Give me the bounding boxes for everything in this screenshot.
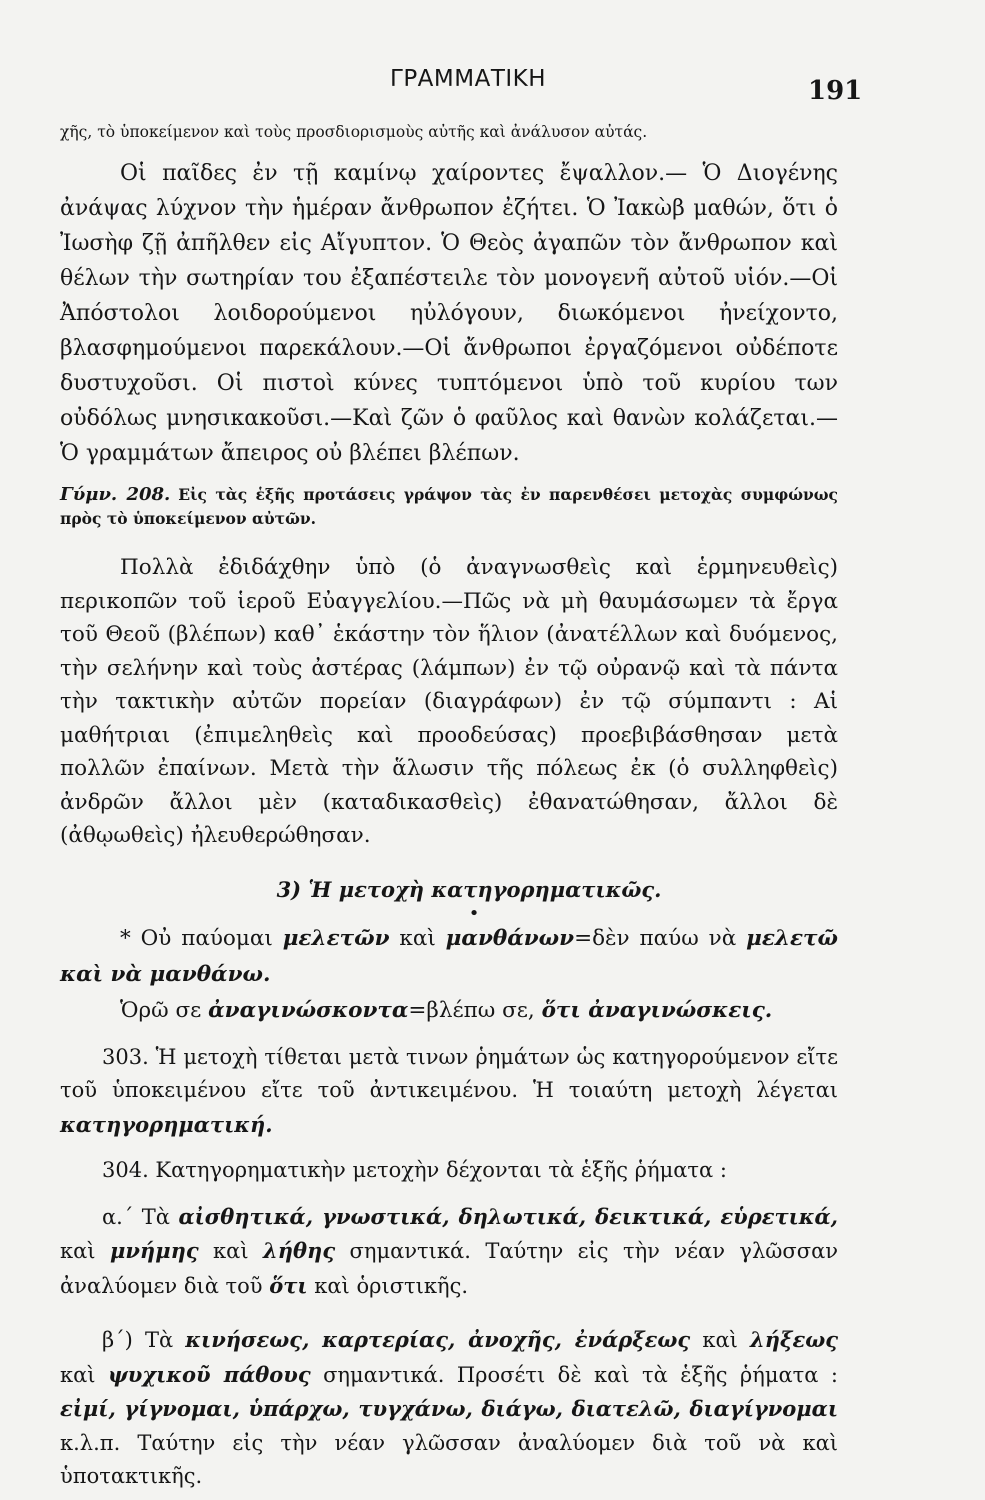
- paragraph-304: 304. Κατηγορηματικὴν μετοχὴν δέχονται τὰ ἑξῆς ῥήματα :: [102, 1158, 727, 1182]
- example-1-part-d: μανθάνων: [445, 925, 575, 951]
- item-a-rest: σημαντικά. Ταύτην εἰς τὴν νέαν γλῶσσαν ἀναλύομεν διὰ τοῦ: [60, 1239, 839, 1298]
- item-b-lead: β΄) Τὰ: [102, 1328, 186, 1352]
- example-2-part-b: ἀναγινώσκοντα: [208, 997, 409, 1023]
- item-b-rest: σημαντικά. Προσέτι δὲ καὶ τὰ ἑξῆς ῥήματα :: [310, 1362, 838, 1387]
- exercise-208-text: Πολλὰ ἐδιδάχθην ὑπὸ (ὁ ἀναγνωσθεὶς καὶ ἑρμηνευθεὶς) περικοπῶν τοῦ ἱεροῦ Εὐαγγελίου.—Πῶς νὰ μὴ θαυμάσωμεν τὰ ἔργα τοῦ Θεοῦ (βλέπων) καθ᾽ ἑκάστην τὸν ἥλιον (ἀνατέλλων καὶ δυόμενος, τὴν σελήνην καὶ τοὺς ἀστέρας (λάμπων) ἐν τῷ οὐρανῷ καὶ τὰ πάντα τὴν τακτικὴν αὐτῶν πορείαν (διαγράφων) ἐν τῷ σύμπαντι : Αἱ μαθήτριαι (ἐπιμεληθεὶς καὶ προοδεύσας) προεβιβάσθησαν μετὰ πολλῶν ἐπαίνων. Μετὰ τὴν ἅλωσιν τῆς πόλεως ἐκ (ὁ συλληφθεὶς) ἀνδρῶν ἄλλοι μὲν (καταδικασθεὶς) ἐθανατώθησαν, ἄλλοι δὲ (ἀθῳωθεὶς) ἠλευθερώθησαν.: [60, 555, 838, 848]
- item-b-verbs: εἰμί, γίγνομαι, ὑπάρχω, τυγχάνω, διάγω, διατελῶ, διαγίγνομαι: [60, 1396, 838, 1421]
- item-b-etc: κ.λ.π.: [60, 1430, 121, 1455]
- item-a-mid1: καὶ: [60, 1239, 110, 1263]
- item-b: [60, 1323, 838, 1494]
- exercise-207-instruction: χῆς, τὸ ὑποκείμενον καὶ τοὺς προσδιορισμοὺς αὐτῆς καὶ ἀνάλυσον αὐτάς.: [60, 123, 648, 141]
- example-2-part-c: =βλέπω σε,: [408, 997, 542, 1023]
- item-a-terms: αἰσθητικά, γνωστικά, δηλωτικά, δεικτικά, εὑρετικά,: [178, 1203, 838, 1229]
- exercise-208-label: Γύμν. 208.: [60, 484, 171, 505]
- page-body: [60, 120, 838, 1494]
- item-b-end: Ταύτην εἰς τὴν νέαν γλῶσσαν ἀναλύομεν διὰ τοῦ νὰ καὶ ὑποτακτικῆς.: [60, 1430, 838, 1488]
- example-1-part-f: μελετῶ καὶ νὰ μανθάνω.: [60, 925, 838, 987]
- paragraph-303: [60, 1041, 838, 1143]
- item-a-memory: μνήμης: [109, 1238, 199, 1263]
- example-2-part-d: ὅτι ἀναγινώσκεις.: [541, 997, 773, 1023]
- exercise-207-text: Οἱ παῖδες ἐν τῇ καμίνῳ χαίροντες ἔψαλλον.— Ὁ Διογένης ἀνάψας λύχνον τὴν ἡμέραν ἄνθρωπον ἐζήτει. Ὁ Ἰακὼβ μαθών, ὅτι ὁ Ἰωσὴφ ζῇ ἀπῆλθεν εἰς Αἴγυπτον. Ὁ Θεὸς ἀγαπῶν τὸν ἄνθρωπον καὶ θέλων τὴν σωτηρίαν του ἐξαπέστειλε τὸν μονογενῆ αὐτοῦ υἱόν.—Οἱ Ἀπόστολοι λοιδορούμενοι ηὐλόγουν, διωκόμενοι ἠνείχοντο, βλασφημούμενοι παρεκάλουν.—Οἱ ἄνθρωποι ἐργαζόμενοι οὐδέποτε δυστυχοῦσι. Οἱ πιστοὶ κύνες τυπτόμενοι ὑπὸ τοῦ κυρίου των οὐδόλως μνησικακοῦσι.—Καὶ ζῶν ὁ φαῦλος καὶ θανὼν κολάζεται.—Ὁ γραμμάτων ἄπειρος οὐ βλέπει βλέπων.: [60, 161, 838, 466]
- paragraph-303-term: κατηγορηματική.: [60, 1111, 273, 1137]
- item-b-terms: κινήσεως, καρτερίας, ἀνοχῆς, ἐνάρξεως: [185, 1327, 691, 1352]
- item-b-emotion: ψυχικοῦ πάθους: [108, 1361, 311, 1387]
- page-number: 191: [808, 76, 863, 106]
- example-2: [60, 993, 838, 1029]
- page-header: [0, 66, 985, 106]
- running-title: ΓΡΑΜΜΑΤΙΚΗ: [390, 66, 547, 92]
- example-1-part-b: μελετῶν: [282, 925, 390, 951]
- exercise-208-instruction: Εἰς τὰς ἑξῆς προτάσεις γράψον τὰς ἐν παρενθέσει μετοχὰς συμφώνως πρὸς τὸ ὑποκείμενον αὐτῶν.: [60, 485, 838, 528]
- item-a-mid2: καὶ: [198, 1239, 264, 1263]
- exercise-208-heading: [60, 483, 838, 531]
- item-a-lead: α.΄ Τὰ: [102, 1204, 179, 1229]
- item-b-cessation: λήξεως: [750, 1327, 839, 1352]
- example-1: [60, 921, 838, 993]
- example-2-part-a: Ὁρῶ σε: [120, 997, 209, 1023]
- section-mark: •: [468, 902, 480, 924]
- item-a-oti: ὅτι: [269, 1272, 308, 1298]
- section-heading: 3) Ἡ μετοχὴ κατηγορηματικῶς.: [276, 876, 662, 902]
- paragraph-303-text: 303. Ἡ μετοχὴ τίθεται μετὰ τινων ῥημάτων ὡς κατηγορούμενον εἴτε τοῦ ὑποκειμένου εἴτε τοῦ ἀντικειμένου. Ἡ τοιαύτη μετοχὴ λέγεται: [60, 1044, 838, 1102]
- example-1-marker: *: [120, 925, 141, 951]
- item-b-mid2: καὶ: [60, 1362, 108, 1387]
- example-1-part-a: Οὐ παύομαι: [140, 925, 283, 951]
- item-a-oblivion: λήθης: [263, 1238, 336, 1263]
- item-b-mid1: καὶ: [690, 1328, 751, 1352]
- example-1-part-c: καὶ: [389, 925, 446, 951]
- item-a: [60, 1200, 838, 1304]
- example-1-part-e: =δὲν παύω νὰ: [574, 925, 747, 951]
- item-a-end: καὶ ὁριστικῆς.: [307, 1273, 469, 1298]
